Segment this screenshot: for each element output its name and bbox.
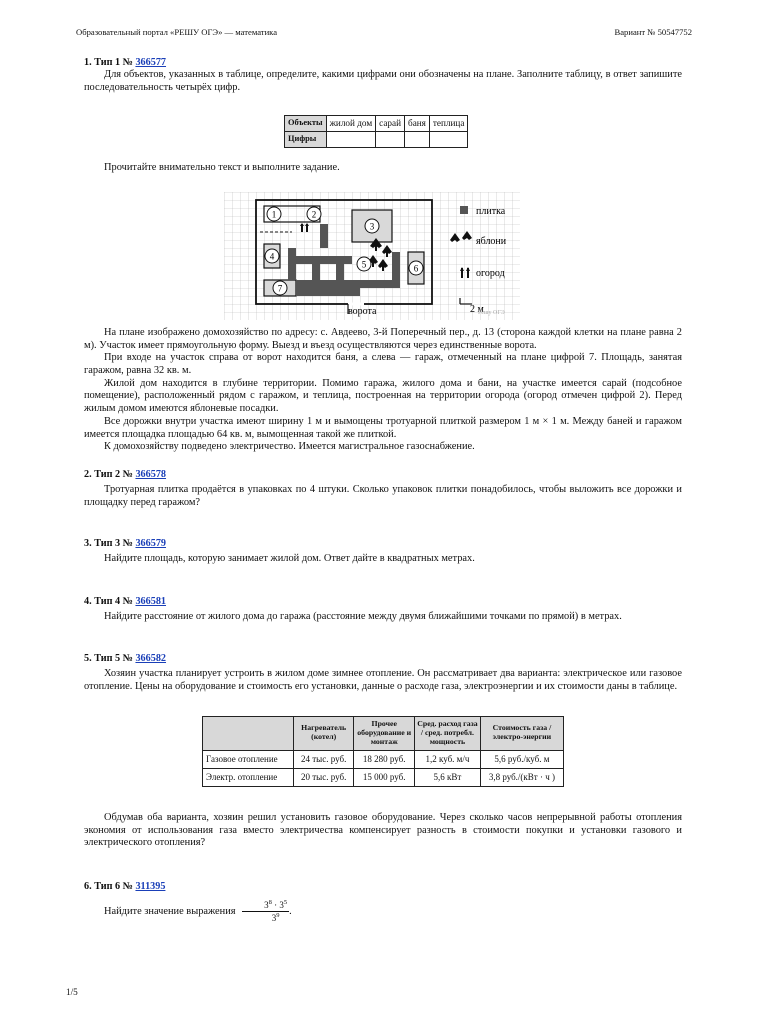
digits-header: Цифры (285, 132, 327, 148)
question-4 (84, 596, 682, 624)
tile-legend-icon (460, 206, 468, 214)
object-cell: теплица (429, 116, 468, 132)
label-6: 6 (413, 263, 419, 274)
question-2-text: Тротуарная плитка продаётся в упаковках по 4 штуки. Сколько упаковок плитки понадобилось, чтобы выложить все дорожки и площадку перед гаражом? (84, 484, 682, 509)
label-7: 7 (277, 283, 283, 294)
question-4-text: Найдите расстояние от жилого дома до гаража (расстояние между двумя ближайшими точками по прямой) в метрах. (104, 611, 622, 623)
table-cell: 5,6 кВт (415, 768, 481, 786)
table-header: Сред. расход газа / сред. потребл. мощность (415, 717, 481, 751)
table-cell: 1,2 куб. м/ч (415, 750, 481, 768)
question-6-prompt: Найдите значение выражения (104, 906, 236, 918)
plan-description (84, 327, 682, 454)
question-5-link[interactable]: 366582 (135, 653, 167, 664)
answer-cell[interactable] (429, 132, 468, 148)
label-3: 3 (369, 221, 375, 232)
table-row (203, 768, 564, 786)
question-1-heading: 1. Тип 1 № 366577 (84, 57, 167, 68)
question-2-link[interactable]: 366578 (135, 469, 167, 480)
expression: $\frac{3^8 \cdot 3^5}{3^9}$ (242, 899, 289, 924)
label-1: 1 (271, 209, 277, 220)
table-cell: Электр. отопление (203, 768, 294, 786)
question-5-heading: 5. Тип 5 № 366582 (84, 653, 167, 664)
question-5-text: Хозяин участка планирует устроить в жилом доме зимнее отопление. Он рассматривает два варианта: электрическое или газовое отопление. Цены на оборудование и стоимость его установки, данные о расходе газа, электроэнергии и их стоимости даны в таблице. (84, 668, 682, 693)
label-4: 4 (269, 251, 275, 262)
question-6-heading: 6. Тип 6 № 311395 (84, 881, 166, 892)
question-2-heading: 2. Тип 2 № 366578 (84, 469, 167, 480)
description-paragraph: На плане изображено домохозяйство по адресу: с. Авдеево, 3-й Поперечный пер., д. 13 (сторона каждой клетки на плане равна 2 м). Участок имеет прямоугольную форму. Выезд и въезд осуществляются через единственные ворота. (84, 327, 682, 351)
table-cell: 24 тыс. руб. (293, 750, 354, 768)
question-1-link[interactable]: 366577 (135, 57, 167, 68)
description-paragraph: Все дорожки внутри участка имеют ширину 1 м и вымощены тротуарной плиткой размером 1 м × 1 м. Между баней и гаражом имеется площадка площадью 64 кв. м, вымощенная такой же плиткой. (84, 415, 682, 440)
label-2: 2 (311, 209, 317, 220)
question-3 (84, 538, 682, 566)
gate-label: ворота (348, 306, 377, 317)
portal-title: Образовательный портал «РЕШУ ОГЭ» — математика (76, 27, 278, 37)
table-header: Прочее оборудование и монтаж (354, 717, 415, 751)
table-header (203, 717, 294, 751)
question-6 (84, 881, 682, 924)
page-number: 1/5 (66, 987, 78, 997)
table-cell: Газовое отопление (203, 750, 294, 768)
question-4-link[interactable]: 366581 (135, 596, 167, 607)
question-2 (84, 469, 682, 510)
legend-garden: огород (476, 268, 505, 279)
question-6-link[interactable]: 311395 (135, 881, 166, 892)
question-3-link[interactable]: 366579 (135, 538, 167, 549)
question-3-heading: 3. Тип 3 № 366579 (84, 538, 167, 549)
answer-cell[interactable] (326, 132, 376, 148)
table-header: Нагреватель (котел) (293, 717, 354, 751)
table-cell: 3,8 руб./(кВт · ч ) (480, 768, 563, 786)
watermark: Решу ОГЭ (478, 310, 505, 316)
site-plan (224, 192, 624, 320)
table-row (203, 750, 564, 768)
description-paragraph: При входе на участок справа от ворот находится баня, а слева — гараж, отмеченный на плане цифрой 7. Площадь, занятая гаражом, равна 32 кв. м. (84, 352, 682, 377)
question-6-text: Найдите значение выражения $\frac{3^8 \cdot 3^5}{3^9}$ . (104, 899, 292, 924)
question-5-after (84, 812, 682, 850)
legend-tiles: плитка (476, 206, 506, 217)
object-cell: жилой дом (326, 116, 376, 132)
answer-cell[interactable] (405, 132, 430, 148)
question-1 (84, 57, 682, 317)
table-cell: 20 тыс. руб. (293, 768, 354, 786)
question-1-text: Для объектов, указанных в таблице, определите, какими цифрами они обозначены на плане. Заполните таблицу, в ответ запишите последовательность четырёх цифр. (84, 69, 682, 94)
question-3-text: Найдите площадь, которую занимает жилой дом. Ответ дайте в квадратных метрах. (104, 553, 475, 565)
objects-table (284, 115, 468, 148)
table-header: Стоимость газа / электро-энергии (480, 717, 563, 751)
read-instruction: Прочитайте внимательно текст и выполните задание. (104, 162, 340, 173)
legend-trees: яблони (476, 236, 507, 247)
answer-cell[interactable] (376, 132, 405, 148)
table-cell: 18 280 руб. (354, 750, 415, 768)
object-cell: баня (405, 116, 430, 132)
question-5-after-text: Обдумав оба варианта, хозяин решил установить газовое оборудование. Через сколько часов непрерывной работы отопления экономия от использования газа вместо электричества компенсирует разность в стоимости покупки и установки газового и электрического отопления? (84, 812, 682, 849)
variant-number: Вариант № 50547752 (614, 27, 692, 37)
heating-table (202, 716, 564, 787)
legend-scale: 2 м (470, 304, 484, 315)
table-cell: 5,6 руб./куб. м (480, 750, 563, 768)
label-5: 5 (361, 259, 367, 270)
table-cell: 15 000 руб. (354, 768, 415, 786)
description-paragraph: Жилой дом находится в глубине территории. Помимо гаража, жилого дома и бани, на участке имеется сарай (подсобное помещение), расположенный рядом с гаражом, и теплица, построенная на территории огорода (огород отмечен цифрой 2). Перед жилым домом имеются яблоневые посадки. (84, 377, 682, 415)
object-cell: сарай (376, 116, 405, 132)
question-4-heading: 4. Тип 4 № 366581 (84, 596, 167, 607)
description-paragraph: К домохозяйству подведено электричество. Имеется магистральное газоснабжение. (104, 441, 475, 453)
objects-header: Объекты (285, 116, 327, 132)
